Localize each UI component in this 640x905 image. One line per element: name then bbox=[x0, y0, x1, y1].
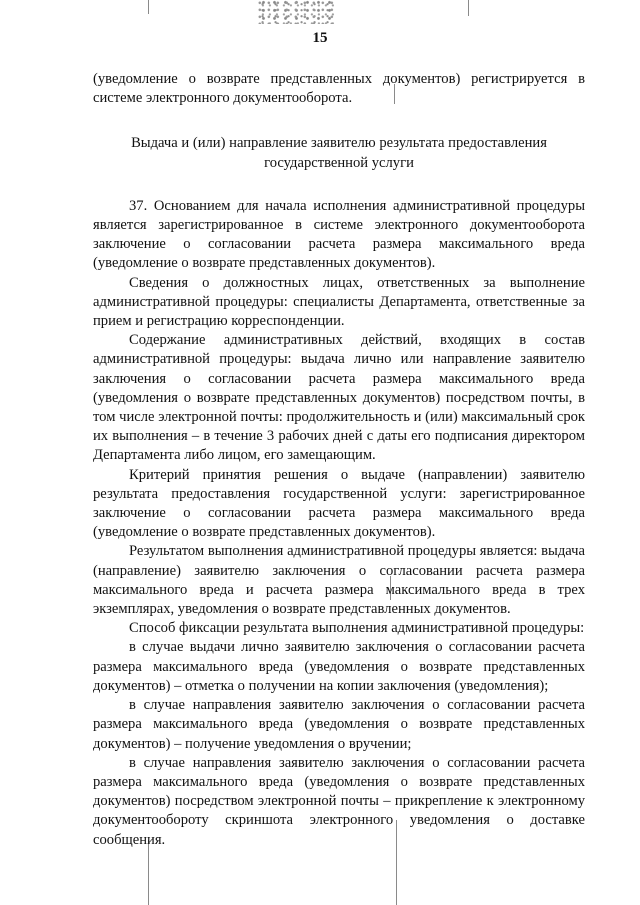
fold-line-top-right bbox=[468, 0, 469, 16]
paragraph-procedure-result: Результатом выполнения административной процедуры является: выдача (направление) заявителю заключения о согласовании расчета размера максимального вреда и расчета размера максимального вреда в трех экземплярах, уведомления о возврате представленных документов. bbox=[93, 543, 585, 618]
paragraph-case-email-delivery: в случае направления заявителю заключения о согласовании расчета размера максимального вреда (уведомления о возврате представленных документов) посредством электронной почты – прикрепление к электронному документообороту скриншота электронного уведомления о доставке сообщения. bbox=[93, 754, 585, 848]
paragraph-responsible-persons: Сведения о должностных лицах, ответственных за выполнение административной процедуры: специалисты Департамента, ответственные за прием и регистрацию корреспонденции. bbox=[93, 274, 585, 330]
document-body bbox=[93, 70, 585, 850]
section-heading: Выдача и (или) направление заявителю результата предоставления государственной услуги bbox=[131, 135, 547, 171]
fold-line-bottom-left bbox=[148, 840, 149, 905]
paragraph-case-mail-delivery: в случае направления заявителю заключения о согласовании расчета размера максимального вреда (уведомления о возврате представленных документов) – получение уведомления о вручении; bbox=[93, 697, 585, 752]
paragraph-fixation-method: Способ фиксации результата выполнения административной процедуры: bbox=[129, 620, 585, 637]
fold-line-top bbox=[148, 0, 149, 14]
paragraph-case-personal-delivery: в случае выдачи лично заявителю заключения о согласовании расчета размера максимального вреда (уведомления о возврате представленных документов) – отметка о получении на копии заключения (уведомления); bbox=[93, 639, 585, 694]
paragraph-37-basis: 37. Основанием для начала исполнения административной процедуры является зарегистрированное в системе электронного документооборота заключение о согласовании расчета размера максимального вреда (уведомление о возврате представленных документов). bbox=[93, 197, 585, 272]
scan-stamp-mark bbox=[258, 0, 338, 24]
continuation-paragraph: (уведомление о возврате представленных документов) регистрируется в системе электронного документооборота. bbox=[93, 71, 585, 107]
paragraph-actions-content: Содержание административных действий, входящих в состав административной процедуры: выдача лично или направление заявителю заключения о согласовании расчета размера максимального вреда (уведомления о возврате представленных документов) посредством почты, в том числе электронной почты: продолжительность и (или) максимальный срок их выполнения – в течение 3 рабочих дней с даты его подписания директором Департамента либо лицом, его замещающим. bbox=[93, 332, 585, 464]
page-number: 15 bbox=[312, 30, 328, 46]
paragraph-decision-criterion: Критерий принятия решения о выдаче (направлении) заявителю результата предоставления государственной услуги: зарегистрированное заключение о согласовании расчета размера максимального вреда (уведомление о возврате представленных документов). bbox=[93, 466, 585, 541]
